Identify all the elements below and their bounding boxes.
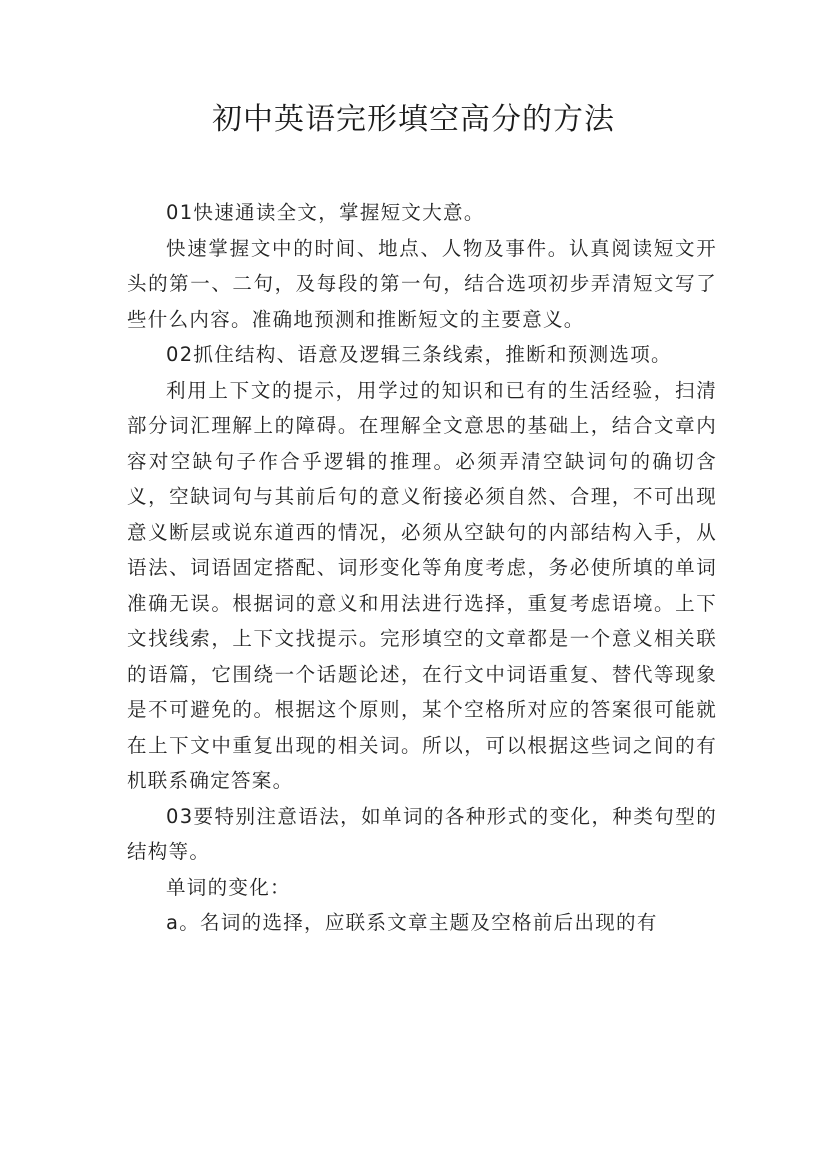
paragraph-4: 利用上下文的提示，用学过的知识和已有的生活经验，扫清部分词汇理解上的障碍。在理解全文意思的基础上，结合文章内容对空缺句子作合乎逻辑的推理。必须弄清空缺词句的确切含义，空缺词句与其前后句的意义衔接必须自然、合理，不可出现意义断层或说东道西的情况，必须从空缺句的内部结构入手，从语法、词语固定搭配、词形变化等角度考虑，务必使所填的单词准确无误。根据词的意义和用法进行选择，重复考虑语境。上下文找线索，上下文找提示。完形填空的文章都是一个意义相关联的语篇，它围绕一个话题论述，在行文中词语重复、替代等现象是不可避免的。根据这个原则，某个空格所对应的答案很可能就在上下文中重复出现的相关词。所以，可以根据这些词之间的有机联系确定答案。 — [127, 378, 717, 792]
paragraph-6: 单词的变化： — [166, 875, 291, 899]
paragraph-2: 快速掌握文中的时间、地点、人物及事件。认真阅读短文开头的第一、二句，及每段的第一句，结合选项初步弄清短文写了些什么内容。准确地预测和推断短文的主要意义。 — [127, 236, 717, 331]
paragraph-7: a。名词的选择，应联系文章主题及空格前后出现的有 — [166, 911, 658, 934]
document-title: 初中英语完形填空高分的方法 — [212, 102, 615, 137]
document-body — [127, 195, 717, 941]
paragraph-3: 02抓住结构、语意及逻辑三条线索，推断和预测选项。 — [166, 343, 672, 366]
paragraph-1: 01快速通读全文，掌握短文大意。 — [166, 201, 485, 224]
paragraph-5: 03要特别注意语法，如单词的各种形式的变化，种类句型的结构等。 — [127, 804, 717, 863]
